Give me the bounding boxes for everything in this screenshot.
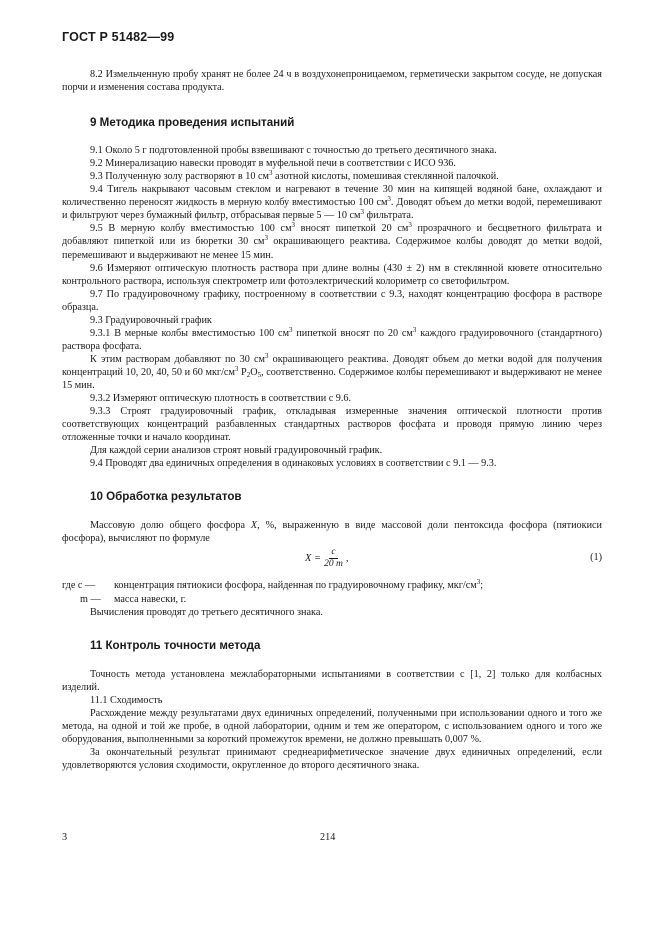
paragraph-9-3-1: 9.3.1 В мерные колбы вместимостью 100 $см^3$ пипеткой вносят по 20 $см^3$ каждого градуировочного (стандартного) раствора фосфата.: [62, 325, 602, 352]
where-c: [62, 579, 602, 592]
formula-expression: [305, 547, 349, 570]
page-number-total: 214: [320, 832, 336, 843]
paragraph-11-1-title: 11.1 Сходимость: [90, 694, 163, 706]
where-m: [62, 593, 602, 606]
paragraph-10-intro: Массовую долю общего фосфора X, %, выраженную в виде массовой доли пентоксида фосфора (пятиокиси фосфора), вычисляют по формуле: [62, 520, 602, 545]
paragraph-11-1-final: За окончательный результат принимают среднеарифметическое значение двух единичных определений, если удовлетворяются условия сходимости, округленное до второго десятичного знака.: [62, 746, 602, 771]
section-10-heading: 10 Обработка результатов: [90, 490, 242, 504]
paragraph-8-2: 8.2 Измельченную пробу хранят не более 24 ч в воздухонепроницаемом, герметически закрытом сосуде, не допуская порчи и изменения состава продукта.: [62, 69, 602, 94]
formula-fraction: [324, 547, 343, 570]
paragraph-10-calc: Вычисления проводят до третьего десятичного знака.: [90, 606, 323, 618]
paragraph-9-3-2: 9.3.2 Измеряют оптическую плотность в соответствии с 9.6.: [90, 393, 352, 405]
document-header: ГОСТ Р 51482—99: [62, 30, 175, 44]
paragraph-9-5: 9.5 В мерную колбу вместимостью 100 $см^3$ вносят пипеткой 20 $см^3$ прозрачного и бесцветного фильтрата и добавляют пипеткой или из бюретки 30 $см^3$ окрашивающего реактива. Содержимое колбы доводят до метки водой, перемешивают и выдерживают не менее 15 мин.: [62, 221, 602, 261]
paragraph-9-1: 9.1 Около 5 г подготовленной пробы взвешивают с точностью до третьего десятичного знака.: [90, 145, 497, 157]
formula-number: (1): [590, 552, 602, 564]
formula-1: [62, 545, 602, 575]
section-11-heading: 11 Контроль точности метода: [90, 638, 261, 652]
paragraph-9-3: 9.3 Полученную золу растворяют в 10 $см^3$ азотной кислоты, помешивая стеклянной палочкой.: [90, 169, 499, 183]
page-number-local: 3: [62, 832, 68, 843]
formula-numerator: c: [331, 547, 336, 558]
paragraph-9-2: 9.2 Минерализацию навески проводят в муфельной печи в соответствии с ИСО 936.: [90, 158, 456, 170]
formula-denominator: 20 m: [324, 559, 343, 570]
paragraph-9-4-final: 9.4 Проводят два единичных определения в одинаковых условиях в соответствии с 9.1 — 9.3.: [90, 458, 497, 470]
formula-lhs: X =: [305, 553, 322, 565]
section-9-heading: 9 Методика проведения испытаний: [90, 116, 295, 130]
paragraph-9-7: 9.7 По градуировочному графику, построенному в соответствии с 9.3, находят концентрацию фосфора в растворе образца.: [62, 288, 602, 313]
paragraph-9-4: 9.4 Тигель накрывают часовым стеклом и нагревают в течение 30 мин на кипящей водяной бане, охлаждают и количественно переносят жидкость в мерную колбу вместимостью 100 $см^3$. Доводят объем до метки водой, перемешивают и фильтруют через бумажный фильтр, отбрасывая первые 5 — 10 $см^3$ фильтрата.: [62, 184, 602, 222]
formula-tail: ,: [345, 553, 349, 565]
where-m-key: m —: [80, 593, 101, 605]
paragraph-9-6: 9.6 Измеряют оптическую плотность раствора при длине волны (430 ± 2) нм в стеклянной кювете относительно контрольного раствора, используя спектрометр или фотоэлектрический колориметр со светофильтром.: [62, 262, 602, 287]
where-c-key: где c —: [62, 580, 96, 592]
paragraph-9-3-3-note: Для каждой серии анализов строят новый градуировочный график.: [90, 445, 383, 457]
where-c-text: концентрация пятиокиси фосфора, найденная по градуировочному графику, мкг/$см^3$;: [114, 578, 484, 592]
paragraph-9-3-1-cont: К этим растворам добавляют по 30 $см^3$ окрашивающего реактива. Доводят объем до метки водой для получения концентраций 10, 20, 40, 50 и 60 мкг/$см^3$ $P_2O_5$, соответственно. Содержимое колбы перемешивают и выдерживают не менее 15 мин.: [62, 351, 603, 391]
paragraph-11-1: Расхождение между результатами двух единичных определений, полученными при использовании одного и того же метода, на одной и той же пробе, в одной лаборатории, одним и тем же оператором, с использованием одного и того же оборудования, выполненными за короткий промежуток времени, не должно превышать 0,007 %.: [62, 707, 602, 745]
paragraph-9-3-title: 9.3 Градуировочный график: [90, 314, 212, 326]
where-m-text: масса навески, г.: [114, 593, 187, 605]
page-body: [62, 68, 602, 772]
paragraph-9-3-3: 9.3.3 Строят градуировочный график, откладывая измеренные значения оптической плотности против соответствующих концентраций разбавленных стандартных растворов фосфата и проводя прямую линию через отложенные точки и начало координат.: [62, 406, 602, 444]
paragraph-11-intro: Точность метода установлена межлабораторными испытаниями в соответствии с [1, 2] только для колбасных изделий.: [62, 668, 602, 693]
